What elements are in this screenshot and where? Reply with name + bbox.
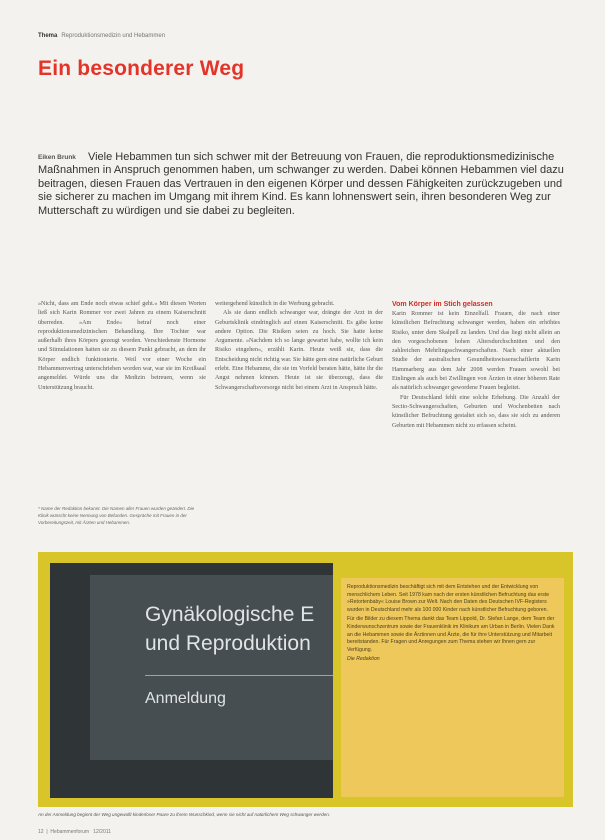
article-title: Ein besonderer Weg — [38, 57, 245, 80]
column-2-paragraph: Als sie dann endlich schwanger war, drängte der Arzt in der Geburtsklinik eindringlich auf einen Kaiserschnitt. Es gäbe keine andere Option. Die Risiken seien zu hoch. Sie hatte keine Argumente. »Nachdem ich so lange gewartet habe, wollte ich kein Risiko eingehen«, erzählt Karin. Heute weiß sie, dass die Entscheidung nicht richtig war. Sie hätte gern eine natürliche Geburt erlebt. Eine Hebamme, die sie im Vorfeld beraten hätte, hätte ihr die Angst nehmen können. Heute ist sie überzeugt, dass die Schwangerschaftsvorsorge nicht bei einem Arzt in Anspruch hätte. — [215, 310, 383, 391]
info-paragraph: Reproduktionsmedizin beschäftigt sich mit dem Entstehen und der Entwicklung von menschlichem Leben. Seit 1978 kam nach der ersten künstlichen Befruchtung das erste »Retortenbaby« Louise Brown zur Welt. Nach den Daten des Deutschen IVF-Registers wurden in Deutschland mehr als 100 000 Kinder nach künstlicher Befruchtung geboren. — [347, 584, 550, 613]
column-1-paragraph: »Nicht, dass am Ende noch etwas schief geht.« Mit diesen Worten ließ sich Karin Rommer vor zwei Jahren zu einem Kaiserschnitt überreden. »Am Ende« betraf noch einer reproduktionsmedizinischen Behandlung. Ihre Tochter war außerhalb ihres Körpers gezeugt worden. Verschiedenste Hormone und Stimulationen hatten sie zu diesem Punkt gebracht, an dem ihr Körper endlich funktionierte. Weil vor einer Woche ein Hebammenvertrag unterschrieben worden war, war sie im Kreißsaal angemeldet. Würde uns die Medizin betreuen, wenn sie Unterstützung braucht. — [38, 301, 206, 391]
sign-text-line-2: und Reproduktion — [145, 632, 311, 655]
info-signoff: Die Redaktion — [347, 656, 380, 663]
info-box — [341, 578, 564, 797]
sign-text-line-3: Anmeldung — [145, 690, 226, 707]
article-lead — [38, 151, 573, 218]
column-3-paragraph: Für Deutschland fehlt eine solche Erhebung. Die Anzahl der Sectio-Schwangerschaften, Geburten und Wochenbetten nach künstlicher Befruchtung gestaltet sich so, dass sie sich zu anderen Geburten mit Hebammen nicht zu erfassen scheint. — [392, 394, 560, 429]
lead-text: Viele Hebammen tun sich schwer mit der Betreuung von Frauen, die reproduktionsmedizinische Maßnahmen in Anspruch genommen haben, um schwanger zu werden. Dabei können Hebammen viel dazu beitragen, diesen Frauen das Vertrauen in den eigenen Körper und dessen Fähigkeiten zurückzugeben und sie sicherer zu machen im Umgang mit ihrem Kind. Es kann lohnenswert sein, ihren besonderen Weg zur Mutterschaft zu würdigen und sie dabei zu begleiten. — [38, 151, 564, 217]
page-number: 12 — [38, 829, 44, 835]
author-name: Eiken Brunk — [38, 154, 76, 161]
column-3-subheading: Vom Körper im Stich gelassen — [392, 301, 493, 308]
column-3 — [392, 300, 560, 431]
footnote: * Name der Redaktion bekannt. Die Namen aller Frauen wurden geändert. Die Klinik wünscht keine Nennung von Befunden. Gespräche mit Frauen in der Vorbereitungszeit, mit Ärzten und Hebammen. — [38, 506, 195, 525]
sign-divider — [145, 675, 333, 676]
column-3-paragraph: Karin Rommer ist kein Einzelfall. Frauen, die nach einer künstlichen Befruchtung schwanger werden, haben ein erhöhtes Risiko, unter dem Skalpell zu landen. Und das liegt nicht allein an den vorgeschobenen hohen Altersdurchschnitten und den zahlreichen Mehrlingsschwangerschaften. Nach einer aktuellen Studie der australischen Gesundheitswissenschaftlerin Karin Hammarberg aus dem Jahr 2008 werden Frauen sowohl bei Einlingen als auch bei Zwillingen von Ärzten in einer höheren Rate als natürlich schwanger gewordene Frauen begleitet. — [392, 311, 560, 392]
section-kicker — [38, 33, 165, 39]
section-topic: Reproduktionsmedizin und Hebammen — [61, 33, 166, 39]
page-footer: 12 | Hebammenforum 12/2011 — [38, 829, 111, 835]
journal-name: Hebammenforum — [50, 829, 90, 835]
column-2 — [215, 300, 383, 393]
clinic-sign-photo — [50, 563, 333, 798]
column-2-paragraph: weitergehend künstlich in die Werbung gebracht. — [215, 301, 335, 307]
sign-board — [90, 575, 333, 760]
journal-issue: 12/2011 — [93, 829, 111, 835]
info-paragraph: Für die Bilder zu diesem Thema dankt das Team Lippold, Dr. Stefan Lange, dem Team der Kinderwunschzentrum sowie der Frauenklinik im Klinikum am Urban in Berlin. Vielen Dank an die Hebammen sowie die Ärztinnen und Ärzte, die für ihre Unterstützung und Mitarbeit bereitstanden. Für Fragen und Anregungen zum Thema stehen wir Ihnen gern zur Verfügung. — [347, 616, 555, 653]
photo-caption: An der Anmeldung beginnt der Weg ungewollt kinderloser Paare zu ihrem Wunschkind, wenn sie nicht auf natürlichem Weg schwanger werden. — [38, 812, 331, 817]
column-1 — [38, 300, 206, 393]
section-label: Thema — [38, 33, 58, 39]
sign-text-line-1: Gynäkologische E — [145, 603, 315, 626]
